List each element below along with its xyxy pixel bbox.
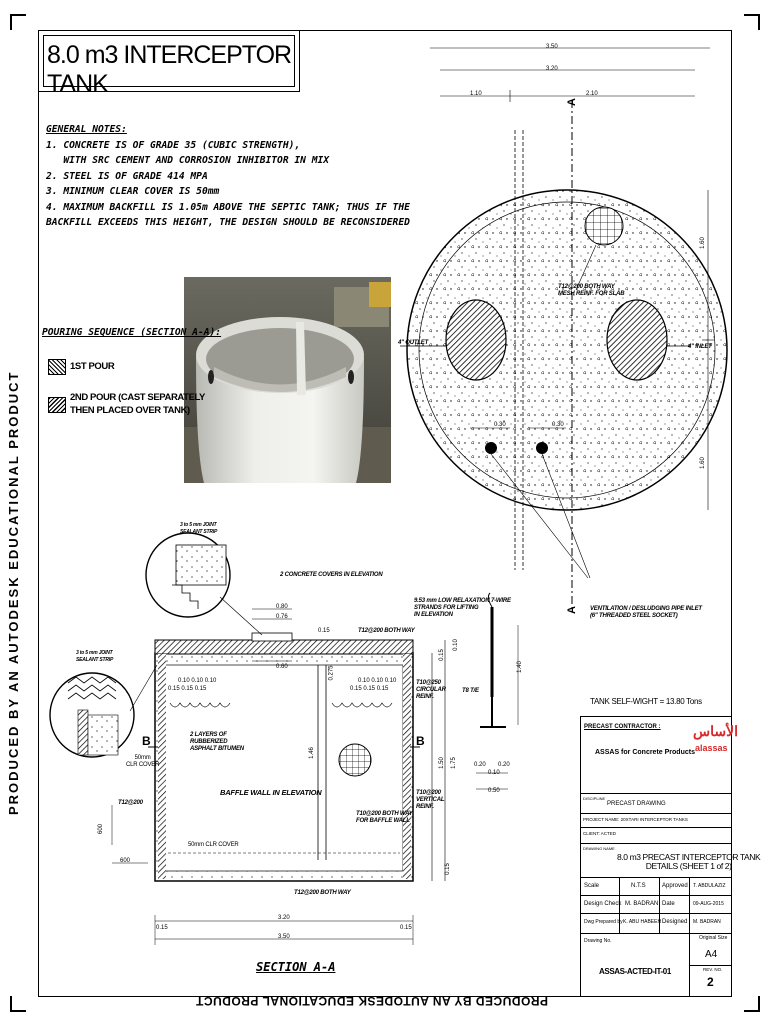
dim-010-right: 0.10: [452, 639, 459, 651]
dim-015-bottom-right: 0.15: [444, 863, 451, 875]
t8-note: T8 T/E: [462, 688, 479, 694]
tb-divider: [581, 877, 731, 878]
note-line: WITH SRC CEMENT AND CORROSION INHIBITOR IN MIX: [46, 155, 330, 166]
tb-divider: [581, 793, 731, 794]
title-box: [38, 30, 300, 98]
dim-350: 3.50: [278, 934, 290, 940]
contractor-label: PRECAST CONTRACTOR :: [584, 724, 661, 730]
inlet-label: 4" INLET: [688, 344, 712, 350]
dim-010-series: 0.10 0.10 0.10: [178, 678, 217, 684]
drawing-name: 8.0 m3 PRECAST INTERCEPTOR TANK DETAILS (SHEET 1 of 2): [617, 852, 761, 871]
tank-photo-image: [184, 277, 391, 483]
size-label: Original Size: [699, 935, 728, 941]
dim-015-left: 0.15: [156, 925, 168, 931]
plan-dim-030b: 0.30: [552, 422, 564, 428]
general-notes-heading: GENERAL NOTES:: [46, 124, 127, 135]
strands-note: 9.53 mm LOW RELAXATION 7-WIRE STRANDS FOR LIFTING IN ELEVATION: [414, 598, 511, 618]
watermark-left: PRODUCED BY AN AUTODESK EDUCATIONAL PRODUCT: [6, 370, 21, 815]
size-value: A4: [705, 949, 718, 960]
bitumen-note: 2 LAYERS OF RUBBERIZED ASPHALT BITUMEN: [190, 732, 244, 752]
tb-divider: [581, 913, 731, 914]
crop-mark-top-left: [10, 14, 26, 30]
second-pour-label-2: THEN PLACED OVER TANK): [70, 405, 190, 416]
rev-value: 2: [707, 975, 714, 989]
rev-label: REV. NO.: [703, 967, 723, 972]
clr-cover-bottom: 50mm CLR COVER: [188, 842, 239, 848]
dim-600-a: 600: [98, 823, 105, 835]
plan-dim-320: 3.20: [546, 66, 558, 72]
joint-top-note: 3 to 5 mm JOINT SEALANT STRIP: [180, 522, 218, 535]
title-block: [580, 716, 761, 997]
date-label: Date: [662, 901, 675, 907]
dim-175: 1.75: [450, 757, 457, 769]
check-label: Design Check: [584, 901, 622, 907]
section-title: SECTION A-A: [256, 960, 336, 974]
covers-note: 2 CONCRETE COVERS IN ELEVATION: [280, 572, 383, 578]
drawing-title: 8.0 m3 INTERCEPTOR TANK: [47, 41, 292, 98]
plan-dim-110: 1.10: [470, 91, 482, 97]
prepared-value: K. ABU HABEEH: [623, 919, 662, 925]
bottom-bar-note: T12@200 BOTH WAY: [294, 890, 351, 896]
tb-divider: [581, 895, 731, 896]
crop-mark-top-right: [744, 14, 760, 30]
scale-label: Scale: [584, 883, 600, 889]
tank-photo: [184, 277, 391, 483]
section-mark-b-left: B: [142, 734, 151, 748]
drawing-no-label: Drawing No.: [584, 938, 612, 944]
tank-weight: TANK SELF-WIGHT = 13.80 Tons: [590, 697, 702, 706]
dim-150: 1.50: [438, 757, 445, 769]
dim-050: 0.50: [488, 788, 500, 794]
discipline-value: PRECAST DRAWING: [607, 801, 666, 807]
dim-080: 0.80: [276, 604, 288, 610]
dim-015-top: 0.15: [318, 628, 330, 634]
circular-reinf-note: T10@250 CIRCULAR REINF.: [416, 680, 446, 700]
note-line: 2. STEEL IS OF GRADE 414 MPA: [46, 170, 208, 182]
tb-divider: [581, 843, 731, 844]
section-mark-a-bottom: A: [565, 606, 578, 614]
first-pour-label: 1ST POUR: [70, 361, 115, 372]
first-pour-swatch: [48, 359, 66, 375]
client-name: CLIENT: ACTED: [583, 831, 617, 836]
dim-140: 1.40: [516, 661, 523, 673]
dim-015-series-right: 0.15 0.15 0.15: [350, 686, 389, 692]
tb-divider: [581, 813, 731, 814]
top-bar-note: T12@200 BOTH WAY: [358, 628, 415, 634]
dim-060: 0.60: [276, 664, 288, 670]
outlet-label: 4" OUTLET: [398, 340, 429, 346]
second-pour-swatch: [48, 397, 66, 413]
general-notes: [46, 122, 410, 231]
designed-label: Designed: [662, 919, 688, 925]
dim-020-b: 0.20: [498, 762, 510, 768]
section-mark-a-top: A: [565, 98, 578, 106]
plan-dim-160-top: 1.60: [699, 237, 706, 249]
dim-015-series: 0.15 0.15 0.15: [168, 686, 207, 692]
vertical-reinf-note: T10@200 VERTICAL REINF.: [416, 790, 445, 810]
second-pour-label-1: 2ND POUR (CAST SEPARATELY: [70, 392, 205, 403]
drawing-name-label: DRAWING NAME: [583, 846, 615, 851]
logo-english: alassas: [695, 743, 728, 753]
dim-076: 0.76: [276, 614, 288, 620]
dim-010-c: 0.10: [488, 770, 500, 776]
note-line: BACKFILL EXCEEDS THIS HEIGHT, THE DESIGN SHOULD BE RECONSIDERED: [46, 217, 410, 228]
joint-left-note: 3 to 5 mm JOINT SEALANT STRIP: [76, 650, 114, 663]
section-view: [40, 515, 580, 955]
contractor-name: ASSAS for Concrete Products: [595, 749, 695, 756]
dim-600-b: 600: [120, 858, 131, 864]
crop-mark-bottom-right: [744, 996, 760, 1012]
check-value: M. BADRAN: [625, 901, 659, 907]
project-name: PROJECT NAME: 20XTARI INTERCEPTOR TANKS: [583, 817, 688, 822]
dim-015-right-bottom: 0.15: [400, 925, 412, 931]
date-value: 09-AUG-2015: [693, 901, 724, 907]
tb-divider: [689, 965, 731, 966]
approved-label: Approved: [662, 883, 688, 889]
tb-col: [689, 877, 690, 933]
plan-dim-160-bottom: 1.60: [699, 457, 706, 469]
watermark-bottom: PRODUCED BY AN AUTODESK EDUCATIONAL PRODUCT: [195, 994, 548, 1008]
dim-0275: 0.275: [328, 665, 335, 681]
plan-dim-350: 3.50: [546, 44, 558, 50]
plan-dim-210: 2.10: [586, 91, 598, 97]
section-mark-b-right: B: [416, 734, 425, 748]
note-line: 3. MINIMUM CLEAR COVER IS 50mm: [46, 186, 220, 197]
tb-divider: [581, 827, 731, 828]
prepared-label: Dwg Prepared by: [584, 919, 623, 925]
dim-010-series-right: 0.10 0.10 0.10: [358, 678, 397, 684]
baffle-reinf-note: T10@200 BOTH WAY FOR BAFFLE WALL: [356, 811, 413, 824]
pouring-heading: POURING SEQUENCE (SECTION A-A):: [42, 327, 222, 338]
dim-146: 1.46: [308, 747, 315, 759]
note-line: 4. MAXIMUM BACKFILL IS 1.05m ABOVE THE SEPTIC TANK; THUS IF THE: [46, 201, 410, 213]
vent-note: VENTILATION / DESLUDGING PIPE INLET (6" THREADED STEEL SOCKET): [590, 606, 702, 619]
dim-320: 3.20: [278, 915, 290, 921]
left-bar-note: T12@200: [118, 800, 143, 806]
baffle-wall-label: BAFFLE WALL IN ELEVATION: [220, 788, 322, 797]
designed-value: M. BADRAN: [693, 919, 721, 925]
crop-mark-bottom-left: [10, 996, 26, 1012]
logo-arabic: الأساس: [693, 723, 738, 739]
scale-value: N.T.S: [631, 883, 646, 889]
dim-015-right: 0.15: [438, 649, 445, 661]
slab-mesh-note: T12@200 BOTH WAY MESH REINF. FOR SLAB: [558, 284, 625, 297]
tb-divider: [581, 933, 731, 934]
approved-value: T. ABDULAZIZ: [693, 883, 726, 889]
drawing-number: ASSAS-ACTED-IT-01: [599, 967, 671, 976]
dim-020-a: 0.20: [474, 762, 486, 768]
plan-dim-030a: 0.30: [494, 422, 506, 428]
note-line: 1. CONCRETE IS OF GRADE 35 (CUBIC STRENGTH),: [46, 139, 301, 151]
clr-cover-left: 50mm CLR COVER: [126, 755, 160, 768]
discipline-label: DISCIPLINE: [583, 796, 606, 801]
